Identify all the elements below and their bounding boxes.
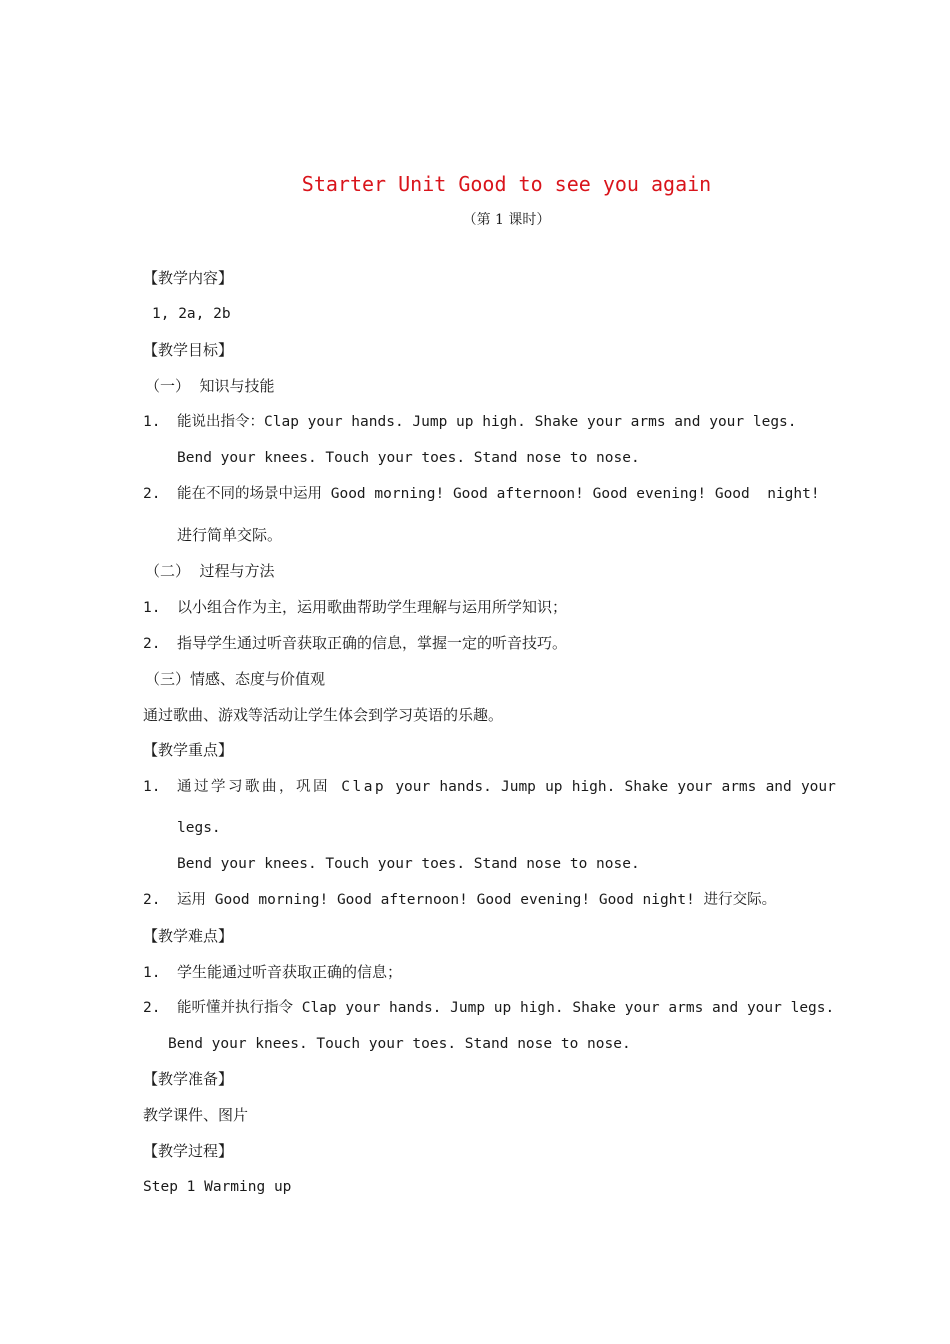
lesson-number: （第 1 课时） [462, 212, 551, 228]
goal1-heading: （一） 知识与技能 [145, 377, 275, 395]
goal2-heading: （二） 过程与方法 [145, 562, 275, 580]
item-number: 1. [143, 779, 161, 795]
word: your [800, 779, 836, 795]
word: and [765, 779, 792, 795]
goals-heading: 【教学目标】 [143, 341, 234, 359]
item-number: 1. [143, 414, 161, 430]
item-text: 能说出指令：Clap your hands. Jump up high. Shake your arms and your legs. [177, 414, 797, 430]
item-number: 2. [143, 486, 161, 502]
item-text: 能听懂并执行指令 Clap your hands. Jump up high. Shake your arms and your legs. [177, 1000, 835, 1016]
item-number: 2. [143, 1000, 161, 1016]
item-text: 能在不同的场景中运用 Good morning! Good afternoon! Good evening! Good night! [177, 486, 820, 502]
word: up [545, 779, 563, 795]
goal2-item2 [143, 633, 567, 654]
process-step1: Step 1 Warming up [143, 1179, 292, 1195]
word: your [677, 779, 713, 795]
document-title: Starter Unit Good to see you again [301, 172, 712, 196]
difficult-item1 [143, 962, 402, 983]
goal2-item1 [143, 597, 567, 618]
prep-body: 教学课件、图片 [143, 1106, 249, 1124]
goal1-item1 [143, 412, 797, 432]
key-item2 [143, 890, 776, 910]
item-number: 2. [143, 636, 161, 652]
word: Shake [624, 779, 669, 795]
item-number: 2. [143, 892, 161, 908]
content-heading: 【教学内容】 [143, 269, 234, 287]
difficult-item2-cont: Bend your knees. Touch your toes. Stand nose to nose. [168, 1036, 631, 1052]
prep-heading: 【教学准备】 [143, 1070, 234, 1088]
item-text [177, 777, 836, 797]
difficult-item2 [143, 998, 834, 1018]
item-text: 运用 Good morning! Good afternoon! Good evening! Good night! 进行交际。 [177, 892, 777, 908]
key-heading: 【教学重点】 [143, 741, 234, 759]
key-item1-cont2: Bend your knees. Touch your toes. Stand nose to nose. [177, 856, 640, 872]
content-body: 1, 2a, 2b [152, 306, 231, 322]
goal3-body: 通过歌曲、游戏等活动让学生体会到学习英语的乐趣。 [143, 706, 504, 724]
word: Jump [500, 779, 536, 795]
goal1-item2 [143, 484, 820, 504]
word: hands. [439, 779, 492, 795]
item-text: 学生能通过听音获取正确的信息； [177, 963, 403, 981]
item-text: 指导学生通过听音获取正确的信息，掌握一定的听音技巧。 [177, 634, 568, 652]
word: high. [571, 779, 616, 795]
word: your [395, 779, 431, 795]
key-item1-cont: legs. [177, 820, 221, 836]
item-number: 1. [143, 965, 161, 981]
item-text: 以小组合作为主，运用歌曲帮助学生理解与运用所学知识； [177, 598, 568, 616]
goal3-heading: （三）情感、态度与价值观 [145, 670, 326, 688]
goal1-item2-cont: 进行简单交际。 [177, 526, 283, 544]
key-item1 [143, 777, 836, 797]
item-number: 1. [143, 600, 161, 616]
word: 通过学习歌曲，巩固 Clap [177, 779, 387, 795]
goal1-item1-cont: Bend your knees. Touch your toes. Stand nose to nose. [177, 450, 640, 466]
word: arms [721, 779, 757, 795]
process-heading: 【教学过程】 [143, 1142, 234, 1160]
difficult-heading: 【教学难点】 [143, 927, 234, 945]
